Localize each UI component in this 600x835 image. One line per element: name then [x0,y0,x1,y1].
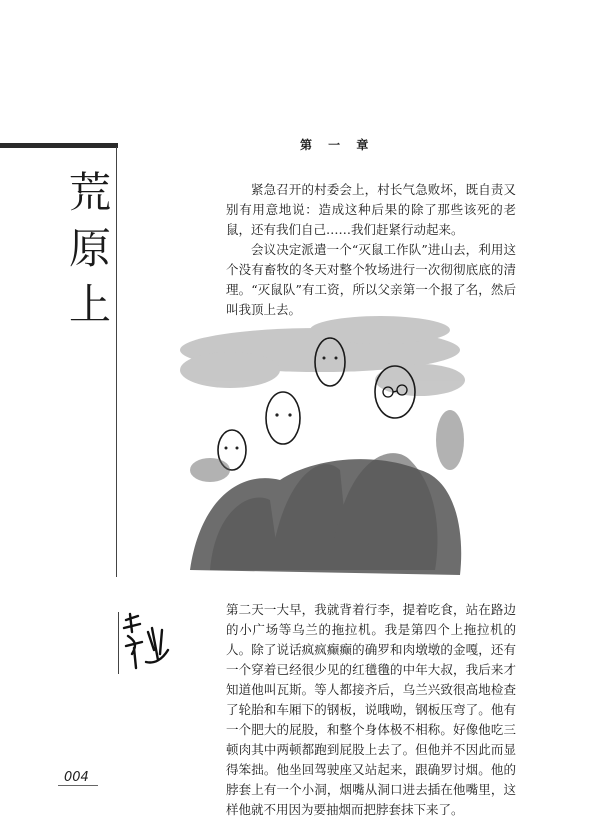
page-number: 004 [64,770,89,785]
header-rule [0,143,118,148]
title-char: 上 [68,280,111,329]
paragraph: 第二天一大早，我就背着行李，提着吃食，站在路边的小广场等乌兰的拖拉机。我是第四个上拖拉机的人。除了说话疯疯癫癫的确罗和肉墩墩的金嘎，还有一个穿着已经很少见的红氆氇的中年大叔，我后来才知道他叫瓦斯。等人都接齐后，乌兰兴致很高地检查了轮胎和车厢下的钢板，说哦呦，钢板压弯了。他有一个肥大的屁股，和整个身体极不相称。好像他吃三顿肉其中两顿都跑到屁股上去了。但他并不因此而显得笨拙。他坐回驾驶座又站起来，跟确罗讨烟。他的脖套上有一个小洞，烟嘴从洞口进去插在他嘴里，这样他就不用因为要抽烟而把脖套抹下来了。 [226,602,516,817]
artist-signature [118,610,178,672]
ink-illustration [170,300,470,582]
page-number-rule [58,785,98,786]
paragraph: 会议决定派遣一个“灭鼠工作队”进山去，利用这个没有畜牧的冬天对整个牧场进行一次彻彻底底的清理。“灭鼠队”有工资，所以父亲第一个报了名，然后叫我顶上去。 [226,242,516,317]
vertical-title [66,165,114,333]
title-char: 原 [68,224,111,273]
chapter-heading: 第 一 章 [300,138,375,152]
side-rule [116,147,117,577]
body-text-bottom [226,600,516,820]
paragraph: 紧急召开的村委会上，村长气急败坏，既自责又别有用意地说：造成这种后果的除了那些该死的老鼠，还有我们自己……我们赶紧行动起来。 [226,182,516,237]
body-text-top [226,180,516,320]
title-char: 荒 [68,168,111,217]
